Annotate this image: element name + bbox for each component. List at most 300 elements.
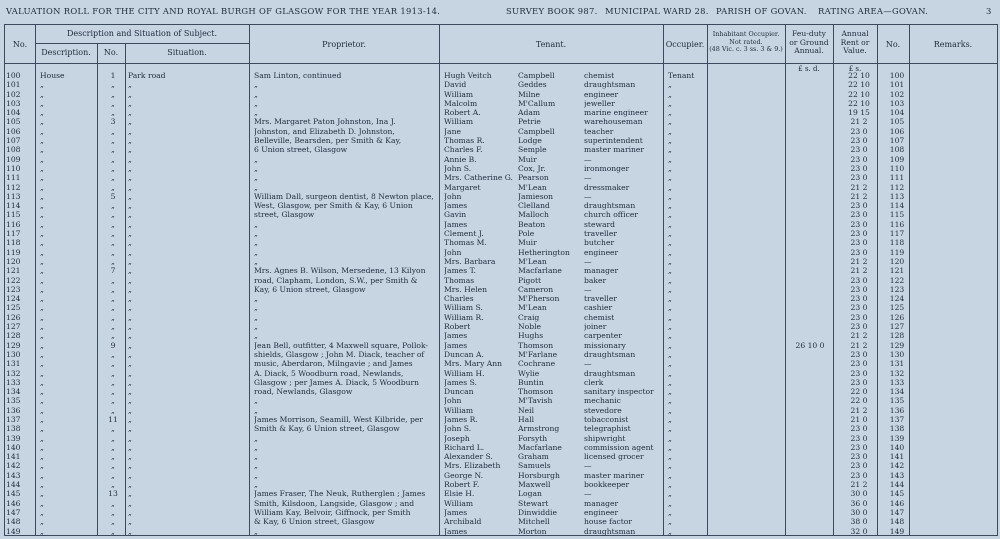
cell-first: Alexander S. [444, 452, 493, 462]
table-row [4, 359, 996, 368]
cell-first: Clement J. [444, 229, 484, 239]
cell-sur: Lodge [518, 136, 542, 146]
cell-desc: „ [40, 414, 44, 424]
cell-occr: „ [668, 452, 672, 462]
table-row [4, 220, 996, 229]
cell-rent: 23 0 [850, 163, 868, 173]
cell-occr: „ [668, 266, 672, 276]
cell-num: „ [111, 312, 115, 322]
cell-prop: „ [254, 303, 258, 313]
cell-desc: „ [40, 108, 44, 118]
cell-first: Duncan A. [444, 349, 484, 359]
cell-first: Richard L. [444, 442, 485, 452]
cell-num: „ [111, 377, 115, 387]
cell-rent: 23 0 [850, 238, 868, 248]
cell-no2: 145 [889, 489, 905, 499]
cell-first: Charles F. [444, 145, 483, 155]
cell-num: „ [111, 98, 115, 108]
cell-first: Mrs. Barbara [444, 256, 496, 266]
cell-occr: „ [668, 89, 672, 99]
cell-occr: „ [668, 163, 672, 173]
cell-no2: 107 [889, 136, 905, 146]
cell-no2: 137 [889, 414, 905, 424]
cell-no2: 124 [889, 294, 905, 304]
cell-occr: „ [668, 507, 672, 517]
cell-first: James [444, 331, 468, 341]
cell-sit: „ [128, 470, 132, 480]
cell-desc: „ [40, 405, 44, 415]
cell-prop: „ [254, 238, 258, 248]
cell-sit: „ [128, 145, 132, 155]
cell-no2: 119 [889, 247, 905, 257]
cell-rent: 23 0 [850, 210, 868, 220]
cell-sit: „ [128, 424, 132, 434]
cell-sur: Macfarlane [518, 442, 562, 452]
cell-rent: 21 2 [850, 480, 868, 490]
cell-no: 140 [6, 442, 21, 452]
cell-sit: „ [128, 191, 132, 201]
cell-first: Jane [444, 126, 461, 136]
cell-occ: steward [584, 219, 615, 229]
cell-occ: chemist [584, 71, 615, 80]
cell-desc: „ [40, 191, 44, 201]
cell-sur: M'Lean [518, 182, 547, 192]
cell-num: „ [111, 424, 115, 434]
cell-sit: „ [128, 247, 132, 257]
cell-no: 128 [6, 331, 21, 341]
col-remarks: Remarks. [933, 40, 973, 49]
cell-rent: 23 0 [850, 312, 868, 322]
cell-num: 7 [110, 266, 116, 276]
cell-sit: „ [128, 331, 132, 341]
cell-occ: shipwright [584, 433, 626, 443]
cell-sit: „ [128, 433, 132, 443]
table-row [4, 294, 996, 303]
cell-sit: „ [128, 517, 132, 527]
cell-no: 124 [6, 294, 21, 304]
cell-occ: stevedore [584, 405, 622, 415]
cell-rent: 22 0 [850, 396, 868, 406]
table-row [4, 434, 996, 443]
cell-rent: 23 0 [850, 247, 868, 257]
cell-desc: „ [40, 284, 44, 294]
cell-rent: 23 0 [850, 173, 868, 183]
cell-first: John S. [444, 163, 472, 173]
cell-no: 136 [6, 405, 21, 415]
cell-first: James R. [444, 414, 478, 424]
cell-no: 130 [6, 349, 21, 359]
cell-rent: 23 0 [850, 322, 868, 332]
table-row [4, 192, 996, 201]
col-no-right: No. [885, 40, 901, 49]
cell-sur: M'Farlane [518, 349, 558, 359]
cell-occr: „ [668, 498, 672, 508]
cell-occ: master mariner [584, 145, 645, 155]
cell-num: „ [111, 517, 115, 527]
cell-sur: Petrie [518, 117, 541, 127]
cell-no2: 123 [889, 284, 905, 294]
table-row [4, 499, 996, 508]
cell-sit: „ [128, 256, 132, 266]
cell-no2: 103 [889, 98, 905, 108]
cell-rent: 23 0 [850, 126, 868, 136]
cell-num: „ [111, 182, 115, 192]
cell-prop: „ [254, 331, 258, 341]
cell-no2: 149 [889, 526, 905, 536]
cell-sur: Semple [518, 145, 547, 155]
cell-no2: 136 [889, 405, 905, 415]
cell-first: James S. [444, 377, 477, 387]
cell-no: 119 [6, 247, 21, 257]
cell-rent: 23 0 [850, 284, 868, 294]
cell-no: 149 [6, 526, 21, 536]
cell-rent: 23 0 [850, 294, 868, 304]
cell-num: „ [111, 284, 115, 294]
table-row [4, 276, 996, 285]
cell-occ: licensed grocer [584, 452, 644, 462]
table-row [4, 173, 996, 182]
cell-prop: James Morrison, Seamill, West Kilbride, per [254, 414, 423, 424]
cell-num: „ [111, 461, 115, 471]
cell-no: 125 [6, 303, 21, 313]
cell-no: 101 [6, 80, 21, 90]
table-row [4, 322, 996, 331]
cell-desc: „ [40, 452, 44, 462]
cell-occ: engineer [584, 247, 619, 257]
cell-no: 131 [6, 359, 21, 369]
cell-desc: House [40, 71, 65, 80]
cell-rent: 21 2 [850, 331, 868, 341]
cell-sit: „ [128, 359, 132, 369]
cell-occ: teacher [584, 126, 614, 136]
table-row [4, 238, 996, 247]
cell-prop: „ [254, 470, 258, 480]
cell-prop: A. Diack, 5 Woodburn road, Newlands, [254, 368, 404, 378]
cell-first: Archibald [444, 517, 482, 527]
cell-rent: 21 2 [850, 117, 868, 127]
cell-prop: William Kay, Belvoir, Giffnock, per Smith [254, 507, 411, 517]
table-row [4, 229, 996, 238]
cell-no: 144 [6, 480, 21, 490]
cell-occr: „ [668, 219, 672, 229]
cell-no: 114 [6, 201, 21, 211]
cell-sur: Pole [518, 229, 535, 239]
cell-no: 112 [6, 182, 21, 192]
cell-rent: 23 0 [850, 424, 868, 434]
cell-desc: „ [40, 98, 44, 108]
cell-no2: 138 [889, 424, 905, 434]
cell-occr: „ [668, 154, 672, 164]
cell-occr: „ [668, 201, 672, 211]
cell-rent: 21 2 [850, 191, 868, 201]
cell-occ: clerk [584, 377, 604, 387]
col-proprietor: Proprietor. [322, 40, 366, 49]
cell-prop: „ [254, 294, 258, 304]
cell-sit: „ [128, 442, 132, 452]
cell-no2: 101 [889, 80, 905, 90]
cell-occr: „ [668, 377, 672, 387]
cell-rent: 21 2 [850, 182, 868, 192]
cell-occ: ironmonger [584, 163, 630, 173]
cell-sur: Mitchell [518, 517, 550, 527]
cell-no: 134 [6, 387, 21, 397]
cell-no2: 146 [889, 498, 905, 508]
cell-first: John S. [444, 424, 472, 434]
cell-rent: 22 10 [848, 80, 870, 90]
cell-num: „ [111, 507, 115, 517]
cell-num: „ [111, 229, 115, 239]
cell-sur: Craig [518, 312, 540, 322]
cell-occ: carpenter [584, 331, 622, 341]
cell-first: Elsie H. [444, 489, 475, 499]
cell-occr: „ [668, 480, 672, 490]
cell-occ: traveller [584, 229, 617, 239]
cell-desc: „ [40, 163, 44, 173]
cell-desc: „ [40, 182, 44, 192]
cell-rent: 22 10 [848, 98, 870, 108]
cell-first: Annie B. [444, 154, 477, 164]
col-inhabitant-occupier: Inhabitant Occupier. Not rated. (48 Vic. c. 3 ss. 3 & 9.) [709, 30, 783, 54]
cell-rent: 23 0 [850, 433, 868, 443]
cell-sur: Malloch [518, 210, 549, 220]
cell-occr: „ [668, 173, 672, 183]
cell-desc: „ [40, 266, 44, 276]
survey-book: SURVEY BOOK 987. [506, 6, 598, 16]
cell-no: 110 [6, 163, 21, 173]
cell-no: 105 [6, 117, 21, 127]
cell-occr: „ [668, 284, 672, 294]
cell-no2: 115 [889, 210, 905, 220]
cell-sur: Forsyth [518, 433, 548, 443]
table-row [4, 145, 996, 154]
cell-no2: 144 [889, 480, 905, 490]
cell-no: 139 [6, 433, 21, 443]
cell-rent: 23 0 [850, 136, 868, 146]
cell-prop: „ [254, 405, 258, 415]
cell-prop: „ [254, 173, 258, 183]
col-tenant: Tenant. [535, 40, 567, 49]
cell-occ: manager [584, 266, 619, 276]
cell-no2: 129 [889, 340, 905, 350]
cell-sit: „ [128, 182, 132, 192]
cell-prop: „ [254, 247, 258, 257]
cell-sur: M'Pherson [518, 294, 560, 304]
cell-desc: „ [40, 517, 44, 527]
table-row [4, 164, 996, 173]
cell-occ: engineer [584, 89, 619, 99]
cell-sur: Stewart [518, 498, 549, 508]
table-row [4, 136, 996, 145]
cell-occr: „ [668, 396, 672, 406]
cell-no: 127 [6, 322, 21, 332]
cell-no2: 139 [889, 433, 905, 443]
cell-prop: Jean Bell, outfitter, 4 Maxwell square, Pollok- [254, 340, 428, 350]
table-row [4, 313, 996, 322]
table-row [4, 155, 996, 164]
cell-first: James [444, 507, 468, 517]
cell-occ: jeweller [584, 98, 615, 108]
cell-rent: 22 0 [850, 387, 868, 397]
cell-desc: „ [40, 331, 44, 341]
table-row [4, 99, 996, 108]
cell-sit: „ [128, 136, 132, 146]
cell-first: David [444, 80, 467, 90]
cell-sur: Armstrong [518, 424, 560, 434]
cell-first: Charles [444, 294, 474, 304]
cell-num: „ [111, 433, 115, 443]
cell-occr: „ [668, 98, 672, 108]
cell-rent: 23 0 [850, 452, 868, 462]
cell-occ: draughtsman [584, 201, 636, 211]
cell-num: „ [111, 108, 115, 118]
cell-sit: „ [128, 489, 132, 499]
cell-sur: Horsburgh [518, 470, 560, 480]
cell-occr: „ [668, 136, 672, 146]
cell-first: William R. [444, 312, 484, 322]
cell-rent: 30 0 [850, 489, 868, 499]
cell-no2: 106 [889, 126, 905, 136]
cell-rent: 23 0 [850, 275, 868, 285]
cell-prop: Mrs. Margaret Paton Johnston, Ina J. [254, 117, 396, 127]
cell-occr: „ [668, 191, 672, 201]
cell-occ: — [584, 461, 592, 471]
cell-no2: 141 [889, 452, 905, 462]
cell-occ: church officer [584, 210, 638, 220]
cell-sit: „ [128, 266, 132, 276]
table-row [4, 341, 996, 350]
cell-occr: „ [668, 275, 672, 285]
table-row [4, 201, 996, 210]
cell-occ: draughtsman [584, 80, 636, 90]
cell-occr: „ [668, 80, 672, 90]
cell-no: 143 [6, 470, 21, 480]
table-row [4, 471, 996, 480]
cell-sur: Morton [518, 526, 547, 536]
cell-sit: „ [128, 498, 132, 508]
cell-prop: „ [254, 442, 258, 452]
table-row [4, 480, 996, 489]
cell-no: 138 [6, 424, 21, 434]
cell-sit: „ [128, 461, 132, 471]
cell-no: 103 [6, 98, 21, 108]
cell-desc: „ [40, 201, 44, 211]
cell-num: „ [111, 247, 115, 257]
cell-occ: chemist [584, 312, 615, 322]
cell-sit: Park road [128, 71, 166, 80]
cell-sur: Campbell [518, 71, 555, 80]
cell-occ: — [584, 173, 592, 183]
cell-no: 135 [6, 396, 21, 406]
table-row [4, 443, 996, 452]
cell-occ: missionary [584, 340, 626, 350]
table-row [4, 108, 996, 117]
cell-occ: telegraphist [584, 424, 631, 434]
cell-rent: 23 0 [850, 470, 868, 480]
cell-num: „ [111, 238, 115, 248]
cell-sit: „ [128, 284, 132, 294]
cell-no2: 104 [889, 108, 905, 118]
cell-rent: 36 0 [850, 498, 868, 508]
cell-rent: 23 0 [850, 461, 868, 471]
cell-sur: Geddes [518, 80, 547, 90]
cell-feu: 26 10 0 [795, 340, 825, 350]
cell-no2: 143 [889, 470, 905, 480]
table-row [4, 331, 996, 340]
cell-occr: „ [668, 405, 672, 415]
cell-occr: „ [668, 145, 672, 155]
cell-prop: „ [254, 312, 258, 322]
cell-occ: sanitary inspector [584, 387, 654, 397]
cell-first: Gavin [444, 210, 467, 220]
cell-sit: „ [128, 322, 132, 332]
cell-desc: „ [40, 322, 44, 332]
cell-no: 116 [6, 219, 21, 229]
cell-occr: „ [668, 461, 672, 471]
cell-first: William [444, 498, 474, 508]
cell-sur: Muir [518, 238, 537, 248]
cell-sit: „ [128, 507, 132, 517]
cell-occ: draughtsman [584, 368, 636, 378]
cell-no2: 118 [889, 238, 905, 248]
cell-sur: Clelland [518, 201, 550, 211]
cell-occr: „ [668, 424, 672, 434]
cell-num: 9 [110, 340, 116, 350]
cell-sur: Samuels [518, 461, 551, 471]
cell-prop: music, Aberdaron, Milngavie ; and James [254, 359, 413, 369]
cell-first: James [444, 340, 468, 350]
col-description: Description. [41, 48, 91, 57]
col-number: No. [103, 48, 119, 57]
cell-desc: „ [40, 80, 44, 90]
cell-rent: 21 0 [850, 414, 868, 424]
table-row [4, 517, 996, 526]
cell-sur: M'Tavish [518, 396, 553, 406]
cell-num: „ [111, 275, 115, 285]
cell-no2: 130 [889, 349, 905, 359]
cell-num: 1 [110, 71, 116, 80]
cell-prop: „ [254, 108, 258, 118]
cell-no: 102 [6, 89, 21, 99]
cell-desc: „ [40, 424, 44, 434]
cell-no: 137 [6, 414, 21, 424]
cell-no: 100 [6, 71, 21, 80]
cell-no2: 148 [889, 517, 905, 527]
cell-no2: 125 [889, 303, 905, 313]
cell-desc: „ [40, 294, 44, 304]
cell-desc: „ [40, 377, 44, 387]
cell-num: „ [111, 163, 115, 173]
cell-desc: „ [40, 498, 44, 508]
cell-no2: 114 [889, 201, 905, 211]
cell-prop: „ [254, 526, 258, 536]
cell-num: „ [111, 359, 115, 369]
cell-occ: baker [584, 275, 607, 285]
cell-desc: „ [40, 480, 44, 490]
cell-prop: Smith & Kay, 6 Union street, Glasgow [254, 424, 400, 434]
cell-sur: Hall [518, 414, 535, 424]
cell-desc: „ [40, 387, 44, 397]
cell-no2: 108 [889, 145, 905, 155]
cell-num: „ [111, 126, 115, 136]
cell-occr: „ [668, 256, 672, 266]
cell-occr: „ [668, 229, 672, 239]
cell-first: William [444, 89, 474, 99]
cell-desc: „ [40, 117, 44, 127]
cell-prop: „ [254, 480, 258, 490]
cell-occ: — [584, 284, 592, 294]
cell-rent: 21 2 [850, 405, 868, 415]
cell-rent: 22 10 [848, 89, 870, 99]
